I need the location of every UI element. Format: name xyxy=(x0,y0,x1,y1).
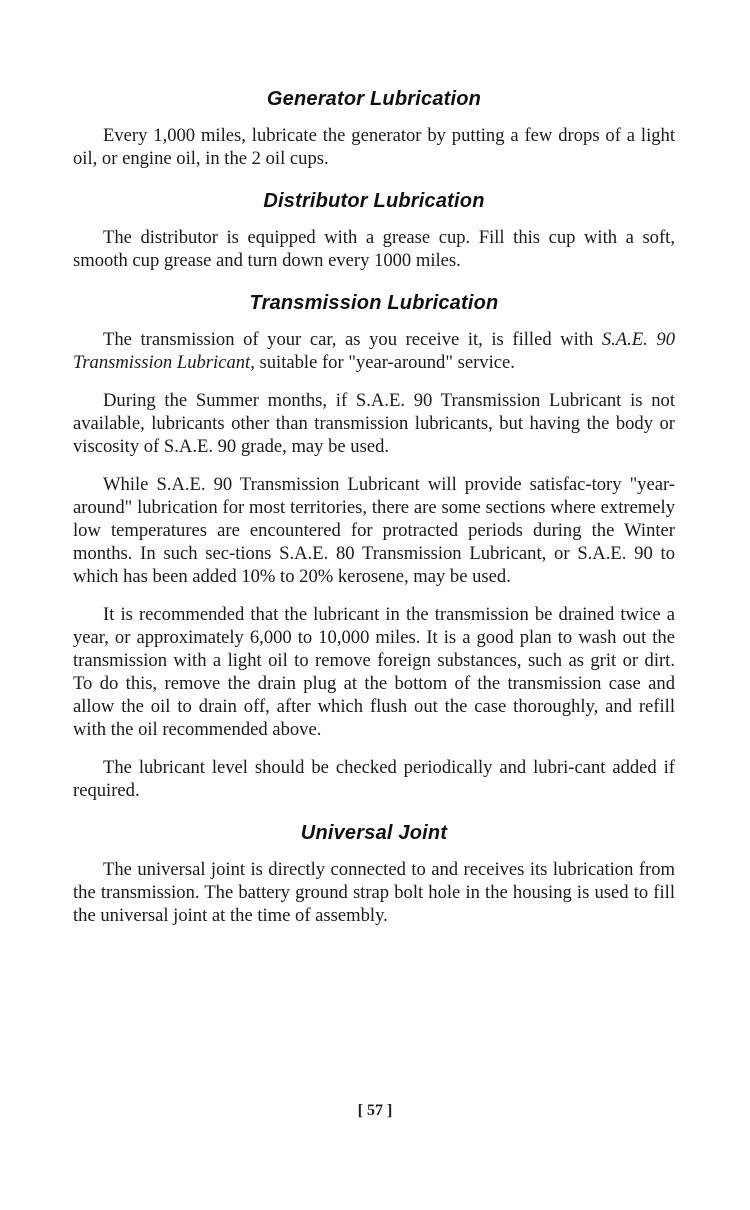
heading-distributor-lubrication: Distributor Lubrication xyxy=(263,190,485,212)
paragraph-transmission-2: During the Summer months, if S.A.E. 90 Transmission Lubricant is not available, lubricants other than transmission lubricants, but having the body or viscosity of S.A.E. 90 grade, may be used. xyxy=(73,390,675,457)
page-body xyxy=(73,88,675,927)
heading-universal-joint: Universal Joint xyxy=(300,822,448,844)
paragraph-universal-joint: The universal joint is directly connected to and receives its lubrication from the transmission. The battery ground strap bolt hole in the housing is used to fill the universal joint at the time of assembly. xyxy=(73,859,675,926)
paragraph-distributor: The distributor is equipped with a grease cup. Fill this cup with a soft, smooth cup grease and turn down every 1000 miles. xyxy=(73,227,675,271)
paragraph-transmission-1 xyxy=(73,328,675,374)
page-number: [ 57 ] xyxy=(357,1102,393,1119)
paragraph-transmission-1-end: suitable for "year-around" service. xyxy=(254,352,515,373)
paragraph-transmission-1-italic: S.A.E. 90 Transmission Lubricant, xyxy=(73,329,675,373)
paragraph-transmission-4: It is recommended that the lubricant in the transmission be drained twice a year, or approximately 6,000 to 10,000 miles. It is a good plan to wash out the transmission with a light oil to remove foreign substances, such as grit or dirt. To do this, remove the drain plug at the bottom of the transmission case and allow the oil to drain off, after which flush out the case thoroughly, and refill with the oil recommended above. xyxy=(73,604,675,740)
paragraph-transmission-3: While S.A.E. 90 Transmission Lubricant will provide satisfac-tory "year-around" lubrication for most territories, there are some sections where extremely low temperatures are encountered for protracted periods during the Winter months. In such sec-tions S.A.E. 80 Transmission Lubricant, or S.A.E. 90 to which has been added 10% to 20% kerosene, may be used. xyxy=(73,474,675,587)
paragraph-generator: Every 1,000 miles, lubricate the generator by putting a few drops of a light oil, or engine oil, in the 2 oil cups. xyxy=(73,125,675,169)
heading-transmission-lubrication: Transmission Lubrication xyxy=(249,292,499,314)
heading-generator-lubrication: Generator Lubrication xyxy=(266,88,482,110)
paragraph-transmission-5: The lubricant level should be checked periodically and lubri-cant added if required. xyxy=(73,757,675,801)
paragraph-transmission-1-start: The transmission of your car, as you receive it, is filled with xyxy=(103,329,602,350)
